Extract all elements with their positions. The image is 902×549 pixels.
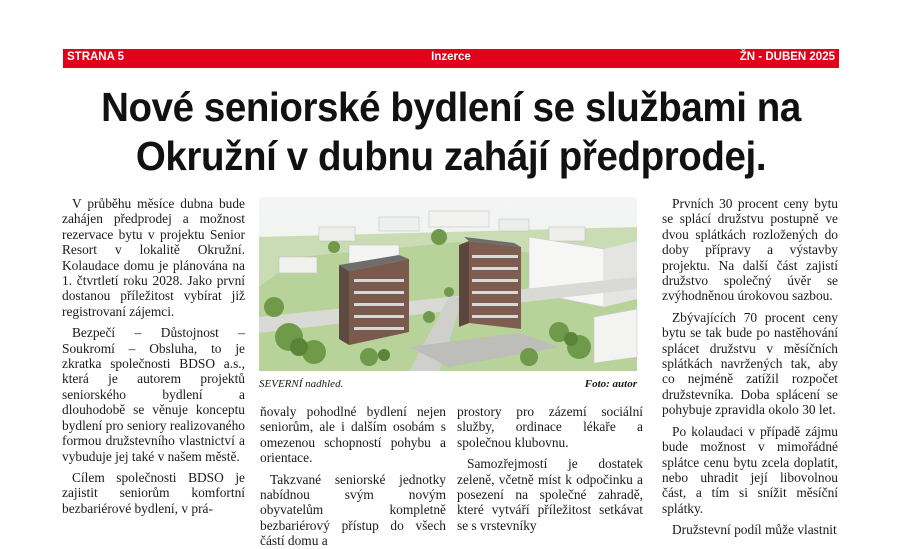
paragraph: Zbývajících 70 procent ceny bytu se tak bude po nastěhování splácet družstvu v měsíčních splátkách navržených tak, aby co nejméně zatížil rozpočet družstevníka. Doba splácení se pohybuje zpravidla okolo 30 let.: [662, 309, 838, 418]
article-column-1: [62, 196, 245, 532]
photo-caption-row: [259, 377, 637, 391]
article-headline: Nové seniorské bydlení se službami na Okružní v dubnu zahájí předprodej.: [101, 85, 801, 180]
paragraph: Cílem společnosti BDSO je zajistit seniorům komfortní bezbariérové bydlení, v prá-: [62, 469, 245, 516]
paragraph: Po kolaudaci v případě zájmu bude možnost v mimořádné splátce cenu bytu zcela doplatit, nebo uhradit její libovolnou část, a tím si snížit měsíční splátky.: [662, 423, 838, 516]
building-rendering-image: [259, 197, 637, 371]
section-label: Inzerce: [431, 51, 471, 63]
paragraph: Bezpečí – Důstojnost – Soukromí – Obsluha, to je zkratka společnosti BDSO a.s., která je autorem projektů seniorského bydlení a dlouhodobě se věnuje konceptu bydlení pro seniory realizovaného formou družstevního vlastnictví a vybuduje jej také v našem městě.: [62, 325, 245, 464]
paragraph: ňovaly pohodlné bydlení nejen seniorům, ale i dalším osobám s omezenou schopností pohybu a orientace.: [260, 404, 446, 466]
paragraph: Samozřejmostí je dostatek zeleně, včetně míst k odpočinku a posezení na společné zahradě, které vytváří příležitost setkávat se s vrstevníky: [457, 456, 643, 533]
article-column-4: [662, 196, 838, 538]
paragraph: Takzvané seniorské jednotky nabídnou svým novým obyvatelům kompletně bezbariérový přístup do všech částí domu a: [260, 471, 446, 549]
article-photo: [259, 197, 637, 371]
paragraph: prostory pro zázemí sociální služby, ordinace lékaře a společnou klubovnu.: [457, 404, 643, 450]
page-header-bar: [63, 49, 839, 68]
paragraph: V průběhu měsíce dubna bude zahájen předprodej a možnost rezervace bytu v projektu Senior Resort v lokalitě Okružní. Kolaudace domu je plánována na 1. čtvrtletí roku 2028. Jako první dostanou příležitost vybírat již registrovaní zájemci.: [62, 196, 245, 319]
photo-caption: SEVERNÍ nadhled.: [259, 378, 344, 390]
photo-credit: Foto: autor: [584, 378, 637, 390]
paragraph: Prvních 30 procent ceny bytu se splácí družstvu postupně ve dvou splátkách rozložených do doby přípravy a výstavby projektu. Na další část zajistí družstvo společný úvěr se zvýhodněnou úrokovou sazbou.: [662, 196, 838, 304]
paragraph: Družstevní podíl může vlastnit: [672, 522, 837, 538]
issue-label: ŽN - DUBEN 2025: [739, 51, 835, 63]
article-column-3: [457, 404, 643, 534]
page-number: STRANA 5: [67, 51, 125, 63]
article-column-2: [260, 404, 446, 549]
